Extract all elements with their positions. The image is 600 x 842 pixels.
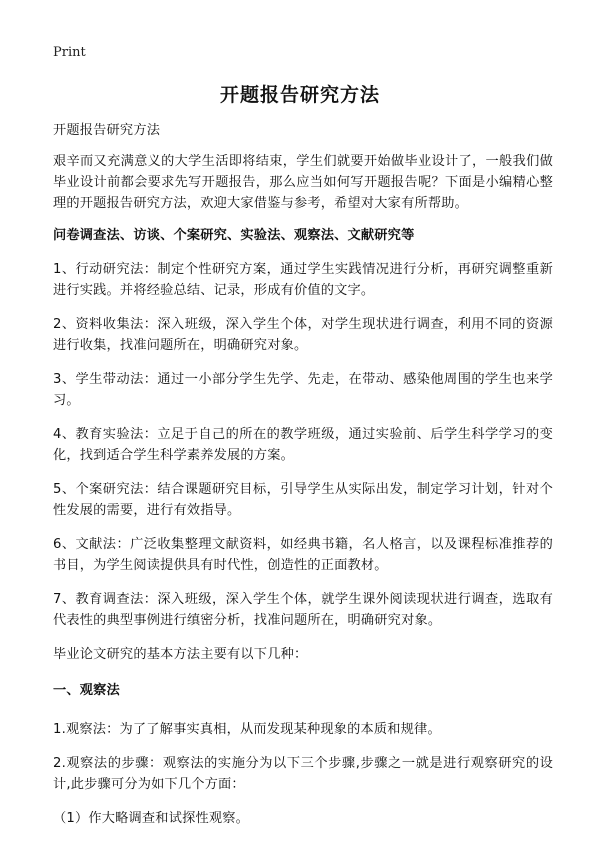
print-label: Print bbox=[53, 45, 86, 60]
methods-heading: 问卷调查法、访谈、个案研究、实验法、观察法、文献研究等 bbox=[53, 228, 415, 243]
method-item-case-study: 5、个案研究法：结合课题研究目标，引导学生从实际出发，制定学习计划，针对个性发展的需要，进行有效指导。 bbox=[53, 482, 553, 518]
intro-paragraph: 艰辛而又充满意义的大学生活即将结束，学生们就要开始做毕业设计了，一般我们做毕业设计前都会要求先写开题报告，那么应当如何写开题报告呢？下面是小编精心整理的开题报告研究方法，欢迎大家借鉴与参考，希望对大家有所帮助。 bbox=[53, 154, 553, 211]
observation-item-definition: 1.观察法：为了了解事实真相，从而发现某种现象的本质和规律。 bbox=[53, 722, 441, 737]
method-item-education-survey: 7、教育调查法：深入班级，深入学生个体，就学生课外阅读现状进行调查，选取有代表性的典型事例进行缜密分析，找准问题所在，明确研究对象。 bbox=[53, 592, 553, 628]
observation-item-survey: （1）作大略调查和试探性观察。 bbox=[53, 811, 250, 826]
method-item-literature: 6、文献法：广泛收集整理文献资料，如经典书籍，名人格言，以及课程标准推荐的书目，为学生阅读提供具有时代性，创造性的正面教材。 bbox=[53, 537, 553, 573]
document-body bbox=[53, 120, 553, 842]
method-item-student-led: 3、学生带动法：通过一小部分学生先学、先走，在带动、感染他周围的学生也来学习。 bbox=[53, 372, 553, 408]
document-subtitle: 开题报告研究方法 bbox=[53, 123, 161, 138]
observation-heading: 一、观察法 bbox=[53, 683, 120, 698]
summary-line: 毕业论文研究的基本方法主要有以下几种： bbox=[53, 647, 308, 662]
method-item-action-research: 1、行动研究法：制定个性研究方案，通过学生实践情况进行分析，再研究调整重新进行实践。并将经验总结、记录，形成有价值的文字。 bbox=[53, 262, 553, 298]
method-item-education-experiment: 4、教育实验法：立足于自己的所在的教学班级，通过实验前、后学生科学学习的变化，找到适合学生科学素养发展的方案。 bbox=[53, 427, 553, 463]
observation-item-steps: 2.观察法的步骤：观察法的实施分为以下三个步骤,步骤之一就是进行观察研究的设计,此步骤可分为如下几个方面： bbox=[53, 756, 553, 792]
method-item-data-collection: 2、资料收集法：深入班级，深入学生个体，对学生现状进行调查，利用不同的资源进行收集，找准问题所在，明确研究对象。 bbox=[53, 317, 553, 353]
document-title: 开题报告研究方法 bbox=[219, 84, 380, 106]
